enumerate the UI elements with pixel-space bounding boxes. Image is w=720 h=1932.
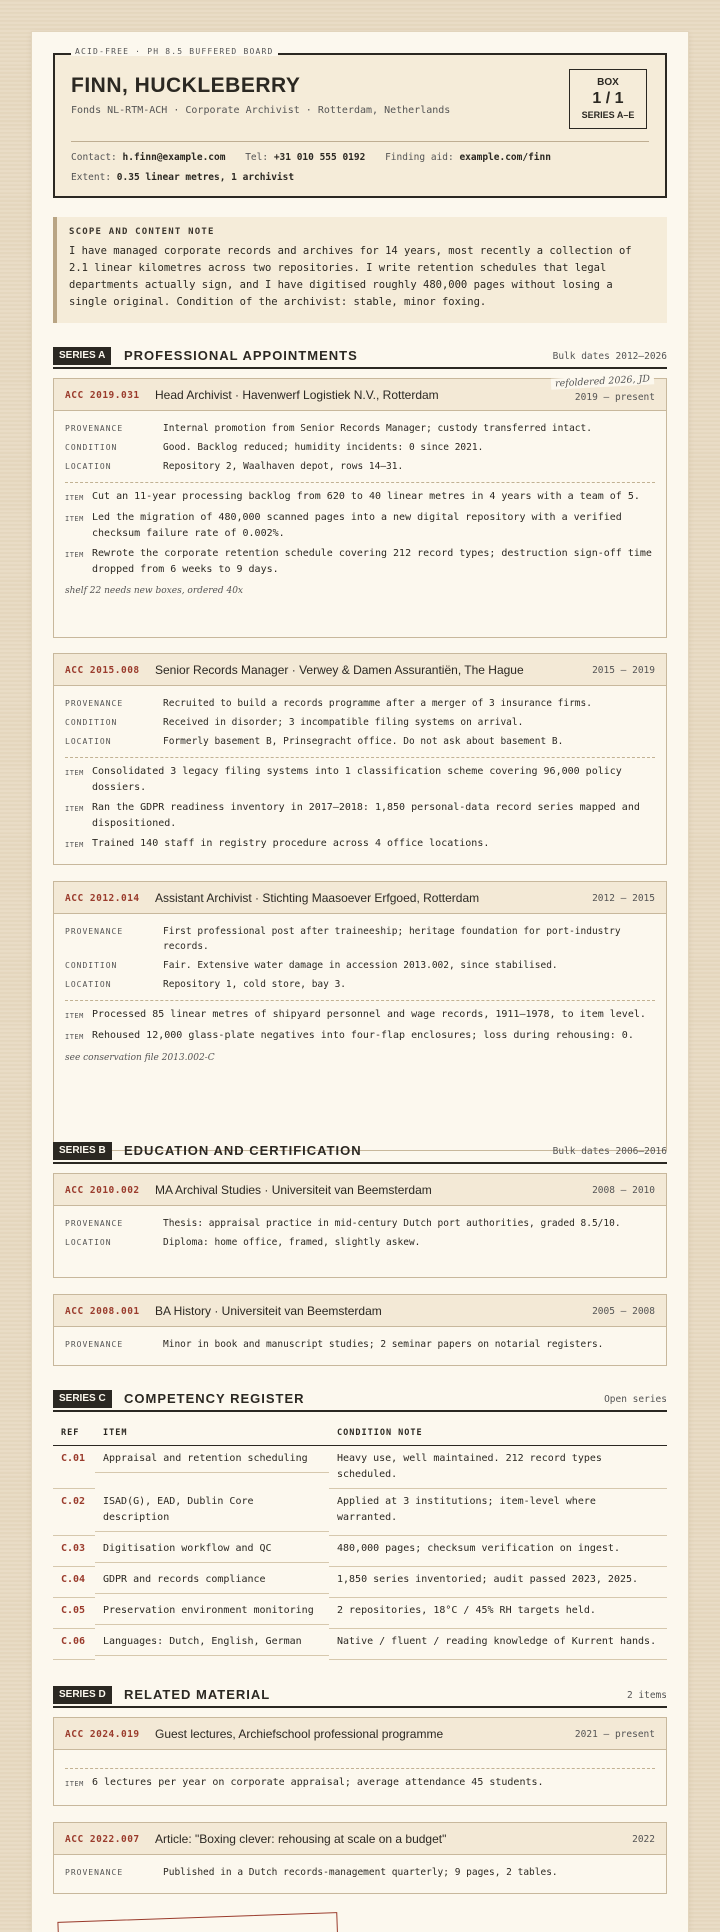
record-card <box>53 653 667 865</box>
record-dates: 2005 – 2008 <box>592 1306 655 1317</box>
box-number: 1 / 1 <box>592 90 624 107</box>
location-row <box>65 977 655 992</box>
contact-line <box>71 152 551 163</box>
condition-row <box>65 440 655 455</box>
list-item <box>65 546 655 578</box>
series-dates: Open series <box>604 1394 667 1405</box>
record-title: Assistant Archivist · Stichting Maasoever Erfgoed, Rotterdam <box>155 891 480 905</box>
condition-label: CONDITION <box>65 718 118 727</box>
record-dates: 2021 – present <box>574 1729 655 1740</box>
header-tag: ACID-FREE · PH 8.5 BUFFERED BOARD <box>71 47 278 56</box>
provenance-row <box>65 924 655 954</box>
item-label: ITEM <box>65 769 84 777</box>
accession-number: ACC 2019.031 <box>65 390 140 401</box>
location-label: LOCATION <box>65 462 112 471</box>
record-header <box>54 1823 666 1855</box>
provenance-row <box>65 1337 655 1352</box>
handwritten-note: shelf 22 needs new boxes, ordered 40x <box>65 586 244 596</box>
provenance-value: Published in a Dutch records-management quarterly; 9 pages, 2 tables. <box>163 1867 558 1878</box>
record-dates: 2008 – 2010 <box>592 1185 655 1196</box>
series-title: PROFESSIONAL APPOINTMENTS <box>124 348 358 363</box>
scope-note <box>53 217 667 323</box>
item-label: ITEM <box>65 551 84 559</box>
series-tag: SERIES C <box>53 1390 112 1408</box>
table-row <box>53 1629 667 1660</box>
record-body <box>54 1327 666 1352</box>
accession-number: ACC 2012.014 <box>65 893 140 904</box>
note-cell: Heavy use, well maintained. 212 record types scheduled. <box>329 1446 667 1489</box>
note-cell: 1,850 series inventoried; audit passed 2023, 2025. <box>329 1567 667 1598</box>
accession-number: ACC 2010.002 <box>65 1185 140 1196</box>
column-header-item: ITEM <box>95 1421 329 1446</box>
location-value: Formerly basement B, Prinsegracht office. Do not ask about basement B. <box>163 736 564 747</box>
refoldered-annotation: refoldered 2026, JD <box>551 373 654 389</box>
item-cell: Digitisation workflow and QC <box>95 1536 329 1563</box>
provenance-row <box>65 696 655 711</box>
record-dates: 2022 <box>632 1834 655 1845</box>
series-c-heading <box>53 1390 667 1412</box>
ref-cell: C.06 <box>53 1629 95 1660</box>
ref-cell: C.02 <box>53 1489 95 1536</box>
record-card <box>53 1173 667 1278</box>
column-header-ref: REF <box>53 1421 95 1446</box>
record-title: Head Archivist · Havenwerf Logistiek N.V., Rotterdam <box>155 388 439 402</box>
condition-value: Received in disorder; 3 incompatible filing systems on arrival. <box>163 717 524 728</box>
item-label: ITEM <box>65 1012 84 1020</box>
provenance-label: PROVENANCE <box>65 1868 124 1877</box>
record-header <box>54 1174 666 1206</box>
record-card <box>53 373 667 638</box>
record-title: Senior Records Manager · Verwey & Damen Assurantiën, The Hague <box>155 663 524 677</box>
record-dates: 2019 – present <box>574 392 655 403</box>
item-label: ITEM <box>65 494 84 502</box>
list-item <box>65 1028 655 1045</box>
location-value: Diploma: home office, framed, slightly askew. <box>163 1237 421 1248</box>
series-tag: SERIES A <box>53 347 111 365</box>
item-text: 6 lectures per year on corporate appraisal; average attendance 45 students. <box>92 1777 544 1788</box>
table-row <box>53 1446 667 1489</box>
tel-value[interactable]: +31 010 555 0192 <box>273 152 366 163</box>
accession-number: ACC 2015.008 <box>65 665 140 676</box>
series-d-heading <box>53 1686 667 1708</box>
series-dates: Bulk dates 2012–2026 <box>552 351 667 362</box>
location-row <box>65 459 655 474</box>
record-body <box>54 411 666 596</box>
ref-cell: C.05 <box>53 1598 95 1629</box>
note-cell: 480,000 pages; checksum verification on ingest. <box>329 1536 667 1567</box>
provenance-value: Recruited to build a records programme after a merger of 3 insurance firms. <box>163 698 592 709</box>
series-title: COMPETENCY REGISTER <box>124 1391 305 1406</box>
provenance-row <box>65 1865 655 1880</box>
list-item <box>65 1007 655 1024</box>
record-header <box>54 654 666 686</box>
record-dates: 2012 – 2015 <box>592 893 655 904</box>
item-cell: GDPR and records compliance <box>95 1567 329 1594</box>
note-cell: 2 repositories, 18°C / 45% RH targets held. <box>329 1598 667 1629</box>
item-label: ITEM <box>65 841 84 849</box>
competency-table <box>53 1421 667 1660</box>
condition-row <box>65 715 655 730</box>
list-item <box>65 764 655 796</box>
finding-aid-sheet <box>32 32 688 1932</box>
provenance-value: Minor in book and manuscript studies; 2 seminar papers on notarial registers. <box>163 1339 604 1350</box>
table-header-row <box>53 1421 667 1446</box>
email-link[interactable]: h.finn@example.com <box>122 152 226 163</box>
record-card <box>53 1294 667 1366</box>
series-b-heading <box>53 1142 667 1164</box>
series-title: EDUCATION AND CERTIFICATION <box>124 1143 362 1158</box>
extent-value: 0.35 linear metres, 1 archivist <box>116 172 295 183</box>
record-header <box>54 1718 666 1750</box>
record-title: Guest lectures, Archiefschool professional programme <box>155 1727 444 1741</box>
provenance-label: PROVENANCE <box>65 1340 124 1349</box>
box-series: SERIES A–E <box>581 110 635 120</box>
header-divider <box>71 141 649 142</box>
provenance-row <box>65 421 655 436</box>
series-tag: SERIES D <box>53 1686 112 1704</box>
scope-text: I have managed corporate records and archives for 14 years, most recently a collection of 2.1 linear kilometres across two repositories. I write retention schedules that legal departments actually sign, and I have digitised roughly 480,000 pages without losing a single original. Condition of the archivist: stable, minor foxing. <box>69 245 632 308</box>
table-row <box>53 1598 667 1629</box>
item-cell: Preservation environment monitoring <box>95 1598 329 1625</box>
item-text: Ran the GDPR readiness inventory in 2017–2018: 1,850 personal-data record series mapped and dispositioned. <box>92 802 640 829</box>
record-title: Article: "Boxing clever: rehousing at scale on a budget" <box>155 1832 447 1846</box>
accession-number: ACC 2024.019 <box>65 1729 140 1740</box>
provenance-value: First professional post after traineeship; heritage foundation for port-industry records. <box>163 926 621 952</box>
record-header <box>54 882 666 914</box>
condition-label: CONDITION <box>65 961 118 970</box>
table-row <box>53 1567 667 1598</box>
item-cell: ISAD(G), EAD, Dublin Core description <box>95 1489 329 1532</box>
item-text: Led the migration of 480,000 scanned pages into a new digital repository with a verified checksum failure rate of 0.002%. <box>92 512 622 539</box>
item-label: ITEM <box>65 1780 84 1788</box>
divider <box>65 1768 655 1769</box>
stamp-box <box>57 1912 338 1932</box>
column-header-note: CONDITION NOTE <box>329 1421 667 1446</box>
note-cell: Native / fluent / reading knowledge of Kurrent hands. <box>329 1629 667 1660</box>
aid-label: Finding aid: <box>385 152 454 163</box>
box-label-title: BOX <box>597 77 619 88</box>
location-value: Repository 1, cold store, bay 3. <box>163 979 347 990</box>
item-text: Processed 85 linear metres of shipyard personnel and wage records, 1911–1978, to item level. <box>92 1009 646 1020</box>
item-label: ITEM <box>65 1033 84 1041</box>
location-row <box>65 1235 655 1250</box>
item-cell: Languages: Dutch, English, German <box>95 1629 329 1656</box>
ref-cell: C.03 <box>53 1536 95 1567</box>
header-box <box>53 47 667 198</box>
accession-number: ACC 2022.007 <box>65 1834 140 1845</box>
table-row <box>53 1536 667 1567</box>
record-body <box>54 1750 666 1792</box>
header-subline: Fonds NL-RTM-ACH · Corporate Archivist · Rotterdam, Netherlands <box>71 105 451 116</box>
location-label: LOCATION <box>65 737 112 746</box>
record-body <box>54 1855 666 1880</box>
provenance-value: Internal promotion from Senior Records Manager; custody transferred intact. <box>163 423 592 434</box>
handwritten-note: see conservation file 2013.002-C <box>65 1053 215 1063</box>
divider <box>65 757 655 758</box>
item-cell: Appraisal and retention scheduling <box>95 1446 329 1473</box>
ref-cell: C.04 <box>53 1567 95 1598</box>
location-label: LOCATION <box>65 1238 112 1247</box>
accession-number: ACC 2008.001 <box>65 1306 140 1317</box>
provenance-label: PROVENANCE <box>65 699 124 708</box>
condition-row <box>65 958 655 973</box>
condition-value: Good. Backlog reduced; humidity incidents: 0 since 2021. <box>163 442 484 453</box>
item-text: Cut an 11-year processing backlog from 620 to 40 linear metres in 4 years with a team of 5. <box>92 491 640 502</box>
provenance-label: PROVENANCE <box>65 927 124 936</box>
record-title: BA History · Universiteit van Beemsterdam <box>155 1304 382 1318</box>
scope-heading: SCOPE AND CONTENT NOTE <box>69 227 215 237</box>
series-title: RELATED MATERIAL <box>124 1687 271 1702</box>
record-body <box>54 914 666 1063</box>
series-dates: Bulk dates 2006–2016 <box>552 1146 667 1157</box>
provenance-label: PROVENANCE <box>65 1219 124 1228</box>
item-text: Trained 140 staff in registry procedure across 4 office locations. <box>92 838 490 849</box>
item-text: Rehoused 12,000 glass-plate negatives into four-flap enclosures; loss during rehousing: 0. <box>92 1030 634 1041</box>
note-cell: Applied at 3 institutions; item-level where warranted. <box>329 1489 667 1536</box>
tel-label: Tel: <box>245 152 269 163</box>
item-text: Consolidated 3 legacy filing systems into 1 classification scheme covering 96,000 policy dossiers. <box>92 766 622 793</box>
item-label: ITEM <box>65 805 84 813</box>
extent-line <box>71 172 294 183</box>
table-row <box>53 1489 667 1536</box>
location-row <box>65 734 655 749</box>
series-dates: 2 items <box>626 1690 667 1701</box>
person-name: FINN, HUCKLEBERRY <box>71 74 301 97</box>
divider <box>65 1000 655 1001</box>
record-card <box>53 1822 667 1894</box>
location-label: LOCATION <box>65 980 112 989</box>
item-text: Rewrote the corporate retention schedule covering 212 record types; destruction sign-off time dropped from 6 weeks to 9 days. <box>92 548 652 575</box>
list-item <box>65 1775 655 1792</box>
series-a-heading <box>53 347 667 369</box>
box-label <box>569 69 647 129</box>
record-header <box>54 1295 666 1327</box>
location-value: Repository 2, Waalhaven depot, rows 14–31. <box>163 461 404 472</box>
provenance-row <box>65 1216 655 1231</box>
record-body <box>54 1206 666 1250</box>
condition-label: CONDITION <box>65 443 118 452</box>
provenance-label: PROVENANCE <box>65 424 124 433</box>
record-card <box>53 881 667 1151</box>
provenance-value: Thesis: appraisal practice in mid-century Dutch port authorities, graded 8.5/10. <box>163 1218 621 1229</box>
list-item <box>65 800 655 832</box>
list-item <box>65 836 655 853</box>
record-title: MA Archival Studies · Universiteit van Beemsterdam <box>155 1183 432 1197</box>
divider <box>65 482 655 483</box>
contact-label: Contact: <box>71 152 117 163</box>
extent-label: Extent: <box>71 172 112 183</box>
condition-value: Fair. Extensive water damage in accession 2013.002, since stabilised. <box>163 960 558 971</box>
list-item <box>65 489 655 506</box>
record-card <box>53 1717 667 1806</box>
record-dates: 2015 – 2019 <box>592 665 655 676</box>
finding-aid-link[interactable]: example.com/finn <box>459 152 551 163</box>
record-body <box>54 686 666 853</box>
series-tag: SERIES B <box>53 1142 112 1160</box>
item-label: ITEM <box>65 515 84 523</box>
list-item <box>65 510 655 542</box>
record-header <box>54 373 666 411</box>
ref-cell: C.01 <box>53 1446 95 1489</box>
